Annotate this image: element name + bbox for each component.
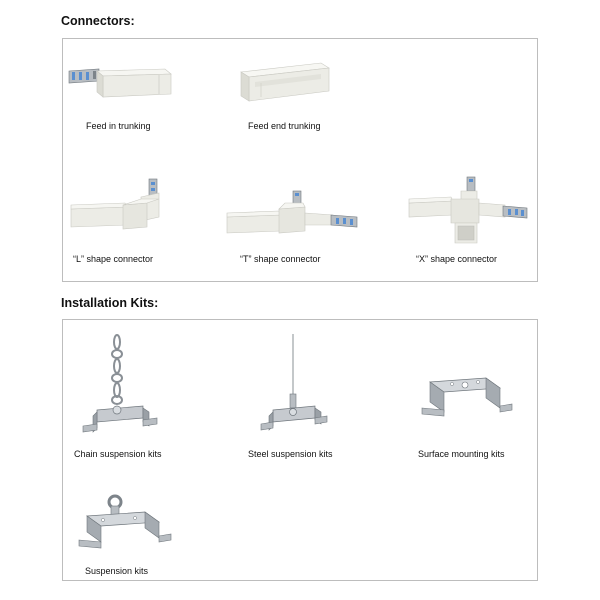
l-shape-connector-icon bbox=[63, 169, 183, 249]
connectors-heading: Connectors: bbox=[61, 14, 135, 28]
connector-label-t-shape: “T” shape connector bbox=[240, 254, 321, 264]
connectors-panel bbox=[62, 38, 538, 282]
suspension-kit-icon bbox=[63, 470, 183, 570]
chain-suspension-icon bbox=[63, 320, 193, 450]
connector-label-feed-in: Feed in trunking bbox=[86, 121, 151, 131]
connector-label-x-shape: “X” shape connector bbox=[416, 254, 498, 264]
surface-mounting-icon bbox=[408, 320, 518, 450]
connector-label-feed-end: Feed end trunking bbox=[248, 121, 321, 131]
x-shape-connector-icon bbox=[403, 169, 533, 249]
t-shape-connector-icon bbox=[223, 169, 363, 249]
kit-label-steel-suspension: Steel suspension kits bbox=[248, 449, 333, 459]
feed-in-trunking-icon bbox=[63, 39, 193, 119]
installation-kits-heading: Installation Kits: bbox=[61, 296, 159, 310]
connector-label-l-shape: “L” shape connector bbox=[73, 254, 154, 264]
kit-label-suspension: Suspension kits bbox=[85, 566, 149, 576]
installation-kits-panel bbox=[62, 319, 538, 581]
feed-end-trunking-icon bbox=[233, 39, 343, 119]
kit-label-surface-mounting: Surface mounting kits bbox=[418, 449, 505, 459]
kit-label-chain-suspension: Chain suspension kits bbox=[74, 449, 162, 459]
steel-suspension-icon bbox=[253, 320, 353, 450]
